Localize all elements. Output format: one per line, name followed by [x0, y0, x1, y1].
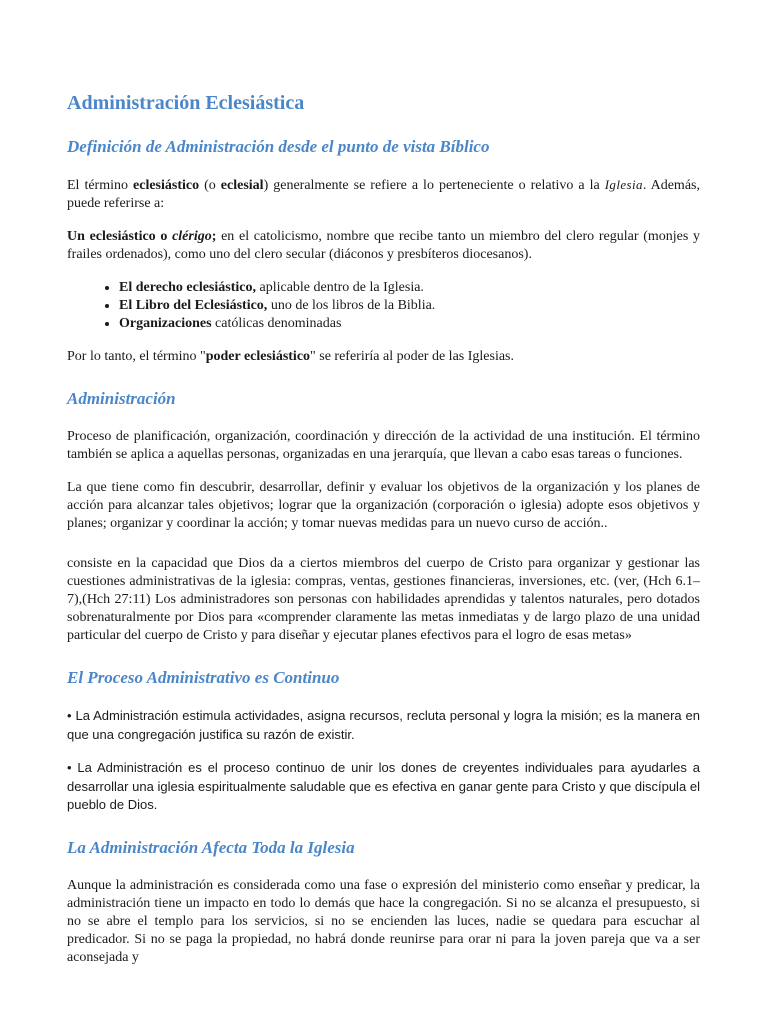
document-body: [67, 90, 700, 982]
paragraph-eclesiastico: [67, 176, 700, 213]
bold-term: El derecho eclesiástico,: [119, 280, 256, 296]
paragraph-poder: [67, 348, 700, 366]
text-run: aplicable dentro de la Iglesia.: [256, 280, 424, 296]
proceso-heading: El Proceso Administrativo es Continuo: [67, 668, 340, 688]
bold-term: Organizaciones: [119, 316, 212, 332]
bold-italic-term: clérigo: [172, 229, 212, 245]
text-run: católicas denominadas: [211, 316, 342, 332]
bold-term: eclesial: [220, 178, 264, 194]
text-run: El término: [67, 178, 134, 194]
paragraph-proceso-1: • La Administración estimula actividades, asigna recursos, recluta personal y logra la misión; es la manera en que una congregación justifica su razón de existir.: [67, 708, 700, 742]
definition-heading: Definición de Administración desde el punto de vista Bíblico: [67, 137, 490, 156]
bold-term: eclesiástico: [133, 178, 200, 194]
afecta-heading: La Administración Afecta Toda la Iglesia: [67, 837, 355, 857]
bold-term: poder eclesiástico: [205, 349, 311, 365]
paragraph-admin-1: Proceso de planificación, organización, coordinación y dirección de la actividad de una institución. El término también se aplica a aquellas personas, organizadas en una jerarquía, que llevan a cabo esas tareas o funciones.: [67, 429, 700, 463]
paragraph-proceso-2: • La Administración es el proceso continuo de unir los dones de creyentes individuales para ayudarles a desarrollar una iglesia espiritualmente saludable que es efectiva en ganar gente para Cristo y que discípula el pueblo de Dios.: [67, 760, 700, 813]
text-run: Por lo tanto, el término ": [67, 349, 206, 365]
paragraph-clerigo: [67, 228, 700, 264]
text-run: . Además, puede referirse a:: [67, 178, 700, 212]
text-run: en el catolicismo, nombre que recibe tanto un miembro del clero regular (monjes y frailes ordenados), como uno del clero secular (diáconos y presbíteros diocesanos).: [67, 229, 700, 263]
bold-term: ;: [211, 229, 217, 245]
bold-term: El Libro del Eclesiástico,: [119, 298, 268, 314]
bold-term: Un eclesiástico o: [67, 229, 173, 245]
administracion-heading: Administración: [67, 389, 176, 409]
text-run: (o: [199, 178, 221, 194]
text-run: " se referiría al poder de las Iglesias.: [310, 349, 515, 365]
document-title: Administración Eclesiástica: [67, 92, 305, 114]
text-run: uno de los libros de la Biblia.: [267, 298, 436, 314]
bullet-list: [67, 279, 700, 333]
italic-term: Iglesia: [604, 177, 643, 193]
paragraph-admin-3: consiste en la capacidad que Dios da a ciertos miembros del cuerpo de Cristo para organizar y gestionar las cuestiones administrativas de la iglesia: compras, ventas, gestiones financieras, inversiones, etc. (ver, (Hch 6.1–7),(Hch 27:11) Los administradores son personas con habilidades aprendidas y talentos naturales, pero dotados sobrenaturalmente por Dios para «comprender claramente las metas inmediatas y de largo plazo de una unidad particular del cuerpo de Cristo y para diseñar y ejecutar planes efectivos para el logro de esas metas»: [67, 556, 700, 644]
list-item: [119, 297, 700, 315]
list-item: [119, 315, 700, 333]
text-run: ) generalmente se refiere a lo perteneciente o relativo a la: [263, 178, 605, 194]
paragraph-afecta-1: Aunque la administración es considerada como una fase o expresión del ministerio como enseñar y predicar, la administración tiene un impacto en todo lo demás que hace la congregación. Si no se alcanza el presupuesto, si no se abre el templo para los servicios, si no se encienden las luces, nadie se quedara para escuchar al predicador. Si no se paga la propiedad, no habrá donde reunirse para orar ni para la joven pareja que va a ser aconsejada y: [67, 877, 700, 965]
paragraph-admin-2: La que tiene como fin descubrir, desarrollar, definir y evaluar los objetivos de la organización y los planes de acción para alcanzar tales objetivos; lograr que la organización (corporación o iglesia) adopte esos objetivos y planes; organizar y coordinar la acción; y tomar nuevas medidas para un nuevo curso de acción..: [67, 480, 700, 532]
list-item: [119, 279, 700, 297]
